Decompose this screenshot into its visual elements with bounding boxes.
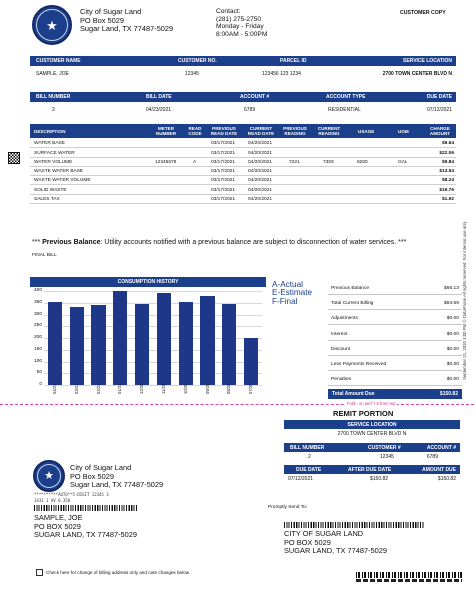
x-tick-label: 12/20 (139, 383, 145, 394)
summary-row (328, 282, 462, 295)
contact-time: 8:00AM - 5:00PM (216, 30, 268, 38)
recipient-po: PO BOX 5029 (34, 521, 81, 531)
y-tick-label: 350 (33, 299, 42, 305)
col-usage: USAGE (358, 128, 375, 134)
remit-to-address (284, 530, 387, 556)
charge-curr-date: 04/20/2021 (248, 159, 273, 165)
charge-curr-date: 04/20/2021 (248, 187, 273, 193)
consumption-bar (200, 296, 214, 385)
charge-description: SALES TAX (34, 197, 60, 203)
y-tick-label: 100 (33, 358, 42, 364)
account-type-value: RESIDENTIAL (328, 107, 361, 113)
remit-to-city: SUGAR LAND, TX 77487-5029 (284, 546, 387, 556)
consumption-bar (179, 302, 193, 385)
y-tick-label: 400 (33, 288, 42, 293)
chart-legend (272, 281, 312, 306)
remit-account: 6789 (426, 454, 438, 460)
col-meter-number: METER NUMBER (155, 126, 177, 136)
charge-curr-date: 04/20/2021 (248, 197, 273, 203)
charge-description: WATER VOLUME (34, 159, 73, 165)
summary-label: Previous Balance (331, 286, 370, 291)
charge-description: SOLID WASTE (34, 187, 67, 193)
remit-amount-header-bar (284, 465, 460, 474)
remit-due-date-label: DUE DATE (296, 466, 322, 473)
bill-date-header: BILL DATE (146, 94, 172, 100)
charge-amount: $1.92 (441, 197, 454, 203)
remit-ids-values (284, 452, 460, 462)
charge-row (30, 167, 456, 176)
x-tick-label: 10/20 (182, 383, 188, 394)
recipient-address (34, 514, 137, 540)
consumption-bar (70, 307, 84, 385)
legend-actual: A-Actual (272, 280, 303, 289)
x-tick-label: 04/21 (51, 383, 57, 394)
charge-curr-date: 04/20/2021 (248, 150, 273, 156)
remit-after-due-label: AFTER DUE DATE (348, 466, 392, 473)
fold-instruction: Fold - on perf 7.5 from top (347, 400, 396, 406)
due-date-value: 07/12/2021 (426, 107, 452, 113)
summary-row (328, 297, 462, 310)
contact-label: Contact: (216, 8, 241, 15)
parcel-id-header: PARCEL ID (280, 58, 307, 64)
remit-customer: 12345 (380, 454, 394, 460)
consumption-bar (135, 304, 149, 385)
remit-service-location-value: 2700 TOWN CENTER BLVD N (337, 431, 407, 437)
charge-amount: $9.84 (441, 159, 454, 165)
remit-to-name: CITY OF SUGAR LAND (284, 529, 364, 538)
remit-bill-number-label: BILL NUMBER (290, 444, 325, 451)
y-tick-label: 200 (33, 335, 42, 340)
charge-meter: 12345678 (155, 159, 177, 165)
consumption-bar (222, 304, 236, 385)
col-uom: UOM (398, 128, 409, 134)
city-seal-logo-remit (33, 460, 65, 492)
charge-prev-date: 03/17/2021 (211, 159, 236, 165)
charge-curr-date: 04/20/2021 (248, 141, 273, 147)
contact-block (216, 8, 267, 38)
summary-row (328, 358, 462, 371)
customer-name-header: CUSTOMER NAME (36, 58, 81, 64)
charge-prev-date: 03/17/2021 (211, 178, 236, 184)
notice-prefix: *** (32, 239, 43, 246)
address-change-checkbox[interactable] (36, 569, 43, 576)
charge-curr: 7303 (323, 159, 334, 165)
remit-amount-due-field[interactable] (438, 476, 456, 482)
consumption-chart (30, 287, 266, 399)
imb-line-1: **********AUTO**5-DIGIT 12345 3 (34, 492, 109, 497)
total-amount-due-label: Total Amount Due (332, 391, 375, 397)
charge-row (30, 186, 456, 195)
remit-account-label: ACCOUNT # (426, 444, 456, 451)
charge-prev-date: 03/17/2021 (211, 187, 236, 193)
final-bill-label: FINAL BILL (32, 253, 57, 258)
charge-row (30, 158, 456, 167)
summary-value: $0.00 (446, 377, 459, 383)
col-previous-read-date: PREVIOUS READ DATE (210, 126, 238, 136)
col-read-code: READ CODE (188, 126, 202, 136)
charge-description: WATER BASE (34, 141, 65, 147)
remit-portion-title: REMIT PORTION (333, 409, 394, 418)
col-charge-amount: CHARGE AMOUNT (429, 126, 451, 136)
y-gridline (44, 291, 262, 292)
x-tick-label: 08/20 (226, 383, 232, 394)
recipient-city: SUGAR LAND, TX 77487-5029 (34, 530, 137, 540)
col-current-read-date: CURRENT READ DATE (247, 126, 275, 136)
x-tick-label: 09/20 (204, 383, 210, 394)
charge-usage: 8200 (357, 159, 368, 165)
remit-bill-number: 2 (308, 454, 311, 460)
address-change-label: Check here for change of billing address only and note changes below. (46, 570, 191, 575)
x-tick-label: 02/21 (95, 383, 101, 394)
star-icon: ★ (44, 469, 54, 482)
chart-title: CONSUMPTION HISTORY (117, 279, 179, 285)
charge-prev-date: 03/17/2021 (211, 197, 236, 203)
biller-city: Sugar Land, TX 77487-5029 (80, 24, 174, 34)
summary-value: $0.00 (446, 346, 459, 352)
charge-description: SURFACE WATER (34, 150, 75, 156)
summary-label: Interest (331, 331, 348, 337)
summary-value: $0.00 (446, 331, 459, 337)
bill-date-value: 04/23/2021 (146, 107, 172, 113)
summary-label: Penalties (331, 377, 352, 383)
summary-value: $66.13 (444, 286, 459, 291)
service-location-header: SERVICE LOCATION (403, 58, 452, 64)
bill-number-value: 2 (52, 107, 55, 113)
remit-biller-po: PO Box 5029 (70, 471, 114, 481)
scanline-barcode (356, 572, 462, 578)
charge-curr-date: 04/20/2021 (248, 178, 273, 184)
consumption-bar (113, 291, 127, 385)
service-location-value: 2700 TOWN CENTER BLVD N (382, 71, 452, 77)
x-tick-label: 11/20 (160, 383, 166, 394)
total-amount-due-value: $150.82 (439, 391, 458, 397)
consumption-bar (244, 338, 258, 385)
charge-prev-date: 03/17/2021 (211, 150, 236, 156)
col-description: DESCRIPTION (34, 128, 66, 134)
remit-biller-name: City of Sugar Land (70, 463, 132, 472)
charge-amount: $8.24 (441, 178, 454, 184)
remit-after-due: $150.82 (370, 476, 389, 482)
remit-biller-address (70, 464, 163, 490)
charge-row (30, 139, 456, 148)
account-header: ACCOUNT # (240, 94, 270, 100)
charge-curr-date: 04/20/2021 (248, 169, 273, 175)
notice-text: : Utility accounts notified with a previous balance are subject to disconnection of water services. *** (100, 239, 407, 246)
remit-due-date: 07/12/2021 (288, 476, 314, 482)
charge-amount: $22.06 (439, 150, 454, 156)
account-value: 6789 (244, 107, 256, 113)
biller-address (80, 8, 173, 34)
charge-description: WASTE WATER VOLUME (34, 178, 91, 184)
imb-line-2: 1431 1 AV 0.350 (34, 498, 71, 503)
consumption-bar (157, 293, 171, 385)
charge-row (30, 176, 456, 185)
summary-label: Total Current Billing (331, 301, 374, 307)
parcel-id-value: 123456 123 1234 (262, 71, 301, 77)
consumption-bar (48, 302, 62, 385)
col-current-reading: CURRENT READING (317, 126, 341, 136)
charge-row (30, 195, 456, 204)
remit-to-po: PO BOX 5029 (284, 537, 331, 547)
charge-uom: GAL (398, 159, 408, 165)
contact-phone: (281) 275-2750 (216, 15, 262, 23)
summary-row (328, 373, 462, 386)
remit-biller-city: Sugar Land, TX 77487-5029 (70, 480, 164, 490)
charge-prev-date: 03/17/2021 (211, 169, 236, 175)
side-copyright-text: September 21, 2020 3:00 PM © DataProse All rights reserved. For internal use only (462, 221, 467, 380)
charge-amount: $13.54 (439, 169, 454, 175)
remit-amount-values (284, 474, 460, 484)
charge-amount: $19.76 (439, 187, 454, 193)
summary-label: Less Payments Received (331, 362, 387, 367)
legend-final: F-Final (272, 296, 298, 306)
col-previous-reading: PREVIOUS READING (283, 126, 307, 136)
charge-prev: 7221 (289, 159, 300, 165)
recipient-name: SAMPLE, JOE (34, 513, 83, 522)
due-date-header: DUE DATE (426, 94, 452, 100)
remit-amount-due: $150.82 (437, 476, 456, 482)
account-type-header: ACCOUNT TYPE (326, 94, 366, 100)
account-values-row (30, 67, 456, 80)
x-tick-label: 01/21 (117, 383, 123, 394)
summary-row (328, 343, 462, 356)
summary-value: $84.69 (444, 301, 459, 307)
charge-row (30, 148, 456, 157)
y-tick-label: 150 (33, 346, 42, 352)
summary-value: $0.00 (446, 362, 459, 367)
remit-amount-due-label: AMOUNT DUE (422, 466, 456, 473)
charge-amount: $9.64 (441, 141, 454, 147)
summary-value: $0.00 (446, 316, 459, 322)
biller-name: City of Sugar Land (80, 7, 142, 16)
summary-label: Discount (331, 346, 351, 352)
x-tick-label: 03/21 (73, 383, 79, 394)
legend-estimate: E-Estimate (272, 288, 313, 298)
bill-number-header: BILL NUMBER (36, 94, 71, 100)
summary-row (328, 328, 462, 341)
remit-ids-header-bar (284, 443, 460, 452)
summary-label: Adjustments (331, 316, 358, 322)
intelligent-mail-barcode (34, 505, 138, 511)
contact-hours: Monday - Friday (216, 23, 264, 31)
charges-header-bar (30, 124, 456, 138)
bill-header-bar (30, 92, 456, 102)
charge-code: A (193, 159, 197, 165)
charge-prev-date: 03/17/2021 (211, 141, 236, 147)
y-tick-label: 250 (33, 323, 42, 329)
remit-service-location-label: SERVICE LOCATION (347, 421, 397, 428)
summary-row (328, 312, 462, 325)
city-seal-logo (32, 5, 72, 45)
star-icon: ★ (46, 17, 58, 33)
total-amount-due-bar (328, 389, 462, 399)
customer-no-value: 12345 (185, 71, 199, 77)
y-tick-label: 0 (39, 382, 42, 387)
promptly-send-to-label: Promptly Send To: (268, 505, 308, 510)
customer-no-header: CUSTOMER NO. (178, 58, 217, 64)
remit-service-location-bar (284, 420, 460, 429)
y-tick-label: 50 (36, 370, 42, 376)
charge-description: WASTE WATER BASE (34, 169, 84, 175)
consumption-bar (91, 305, 105, 385)
customer-name-value: SAMPLE, JOE (36, 71, 69, 77)
customer-copy-label: CUSTOMER COPY (400, 10, 446, 16)
x-tick-label: 07/20 (248, 383, 254, 394)
remit-customer-label: CUSTOMER # (368, 444, 401, 451)
y-tick-label: 300 (33, 311, 42, 317)
fold-perforation-line (0, 404, 474, 405)
notice-bold: Previous Balance (42, 239, 101, 246)
previous-balance-notice (32, 239, 406, 246)
remit-barcode (284, 522, 424, 528)
scanline-digits (356, 579, 462, 582)
chart-title-bar (30, 277, 266, 287)
qr-code (8, 152, 20, 164)
biller-po: PO Box 5029 (80, 15, 124, 25)
account-header-bar (30, 56, 456, 66)
bill-values-row (30, 103, 456, 116)
